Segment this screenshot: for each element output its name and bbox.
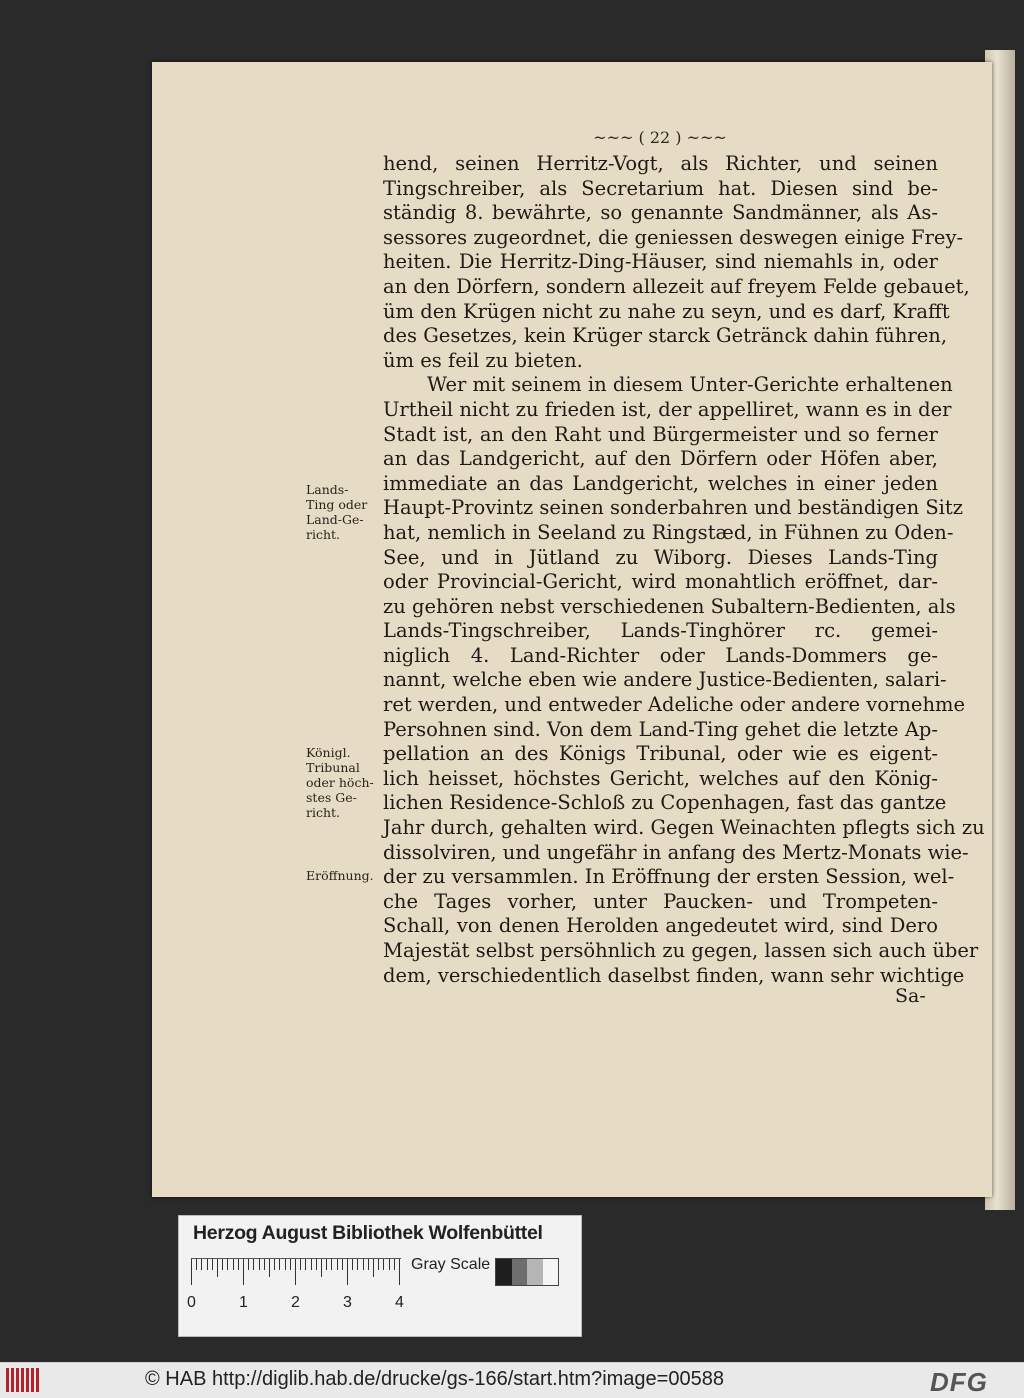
text-line: der zu versammlen. In Eröffnung der ersten Session, wel- [383, 865, 955, 889]
gray-scale-label: Gray Scale [411, 1256, 491, 1273]
text-line: Schall, von denen Herolden angedeutet wird, sind Dero [383, 914, 938, 938]
ruler-tick [264, 1259, 265, 1270]
text-line: immediate an das Landgericht, welches in einer jeden [383, 471, 938, 495]
text-line: Stadt ist, an den Raht und Bürgermeister und so ferner [383, 422, 938, 446]
margin-note-line: oder höch- [306, 775, 374, 790]
text-line: Jahr durch, gehalten wird. Gegen Weinachten pflegts sich zu [383, 816, 985, 840]
margin-note-lands-ting [306, 482, 367, 542]
ruler-tick [389, 1259, 390, 1270]
ruler-number: 4 [395, 1294, 404, 1311]
ruler-tick [227, 1259, 228, 1270]
hab-logo-icon [6, 1368, 42, 1392]
text-line: ständig 8. bewährte, so genannte Sandmänner, als As- [383, 201, 938, 225]
ruler-number: 0 [187, 1294, 196, 1311]
ruler-tick [399, 1259, 400, 1285]
text-line: üm es feil zu bieten. [383, 348, 583, 372]
ruler-tick [316, 1259, 317, 1270]
ruler-tick [305, 1259, 306, 1270]
margin-note-line: Land-Ge- [306, 512, 364, 527]
ruler-tick [207, 1259, 208, 1270]
margin-note-line: stes Ge- [306, 790, 357, 805]
ruler-tick [285, 1259, 286, 1270]
ruler-tick [290, 1259, 291, 1270]
gray-patch [496, 1259, 512, 1285]
text-line: Urtheil nicht zu frieden ist, der appelliret, wann es in der [383, 397, 952, 421]
text-line: nannt, welche eben wie andere Justice-Bedienten, salari- [383, 668, 947, 692]
margin-note-line: richt. [306, 805, 341, 820]
ruler-tick [352, 1259, 353, 1270]
ruler-tick [259, 1259, 260, 1270]
ruler-tick [357, 1259, 358, 1270]
text-line: hend, seinen Herritz-Vogt, als Richter, und seinen [383, 152, 938, 175]
ruler-tick [243, 1259, 244, 1285]
text-line: lich heisset, höchstes Gericht, welches auf den König- [383, 766, 938, 790]
margin-note-line: richt. [306, 527, 341, 542]
ornament-left: ~~~ [593, 128, 634, 147]
ruler-tick [217, 1259, 218, 1277]
ruler-tick [233, 1259, 234, 1270]
ruler-tick [326, 1259, 327, 1270]
margin-note-eroeffnung [306, 868, 374, 883]
text-line: Tingschreiber, als Secretarium hat. Diesen sind be- [383, 176, 938, 200]
gray-patch [512, 1259, 528, 1285]
ruler-tick [269, 1259, 270, 1277]
margin-note-line: Lands- [306, 482, 349, 497]
text-line: des Gesetzes, kein Krüger starck Getränck dahin führen, [383, 324, 948, 348]
text-line: dissolviren, und ungefähr in anfang des Mertz-Monats wie- [383, 840, 969, 864]
ruler-tick [342, 1259, 343, 1270]
text-line: heiten. Die Herritz-Ding-Häuser, sind niemahls in, oder [383, 250, 938, 274]
ruler-tick [253, 1259, 254, 1270]
gray-scale-bar [495, 1258, 559, 1286]
text-line: an das Landgericht, auf den Dörfern oder Höfen aber, [383, 447, 938, 471]
ruler-tick [347, 1259, 348, 1285]
ruler-tick [222, 1259, 223, 1270]
margin-note-line: Königl. [306, 745, 351, 760]
text-line: ret werden, und entweder Adeliche oder andere vornehme [383, 693, 966, 717]
ruler-tick [212, 1259, 213, 1270]
text-line: lichen Residence-Schloß zu Copenhagen, fast das gantze [383, 791, 947, 815]
ruler-tick [383, 1259, 384, 1270]
text-line: Wer mit seinem in diesem Unter-Gerichte erhaltenen [427, 373, 953, 397]
ornament-right: ~~~ [686, 128, 727, 147]
page-header [560, 128, 760, 147]
ruler-tick [295, 1259, 296, 1285]
gray-patch [543, 1259, 559, 1285]
text-line: See, und in Jütland zu Wiborg. Dieses Lands-Ting [383, 545, 938, 569]
ruler-tick [368, 1259, 369, 1270]
ruler-tick [363, 1259, 364, 1270]
ruler-tick [279, 1259, 280, 1270]
footer-bar [0, 1362, 1024, 1398]
ruler-tick [337, 1259, 338, 1270]
body-text [383, 152, 985, 988]
text-line: zu gehören nebst verschiedenen Subaltern-Bedienten, als [383, 594, 956, 618]
ruler-number: 3 [343, 1294, 352, 1311]
ruler [191, 1258, 401, 1285]
text-line: che Tages vorher, unter Paucken- und Trompeten- [383, 889, 938, 913]
ruler-tick [274, 1259, 275, 1270]
copyright-link[interactable]: © HAB http://diglib.hab.de/drucke/gs-166/start.htm?image=00588 [145, 1368, 724, 1390]
ruler-tick [394, 1259, 395, 1270]
ruler-tick [331, 1259, 332, 1270]
ruler-tick [321, 1259, 322, 1277]
page-number: ( 22 ) [638, 128, 682, 147]
ruler-tick [300, 1259, 301, 1270]
ruler-number: 1 [239, 1294, 248, 1311]
text-line: sessores zugeordnet, die geniessen deswegen einige Frey- [383, 225, 964, 249]
ruler-tick [196, 1259, 197, 1270]
text-line: an den Dörfern, sondern allezeit auf freyem Felde gebauet, [383, 274, 970, 298]
text-line: hat, nemlich in Seeland zu Ringstæd, in Fühnen zu Oden- [383, 520, 954, 544]
text-line: Majestät selbst persöhnlich zu gegen, lassen sich auch über [383, 939, 979, 962]
text-line: Haupt-Provintz seinen sonderbahren und beständigen Sitz [383, 496, 964, 520]
text-line: pellation an des Königs Tribunal, oder wie es eigent- [383, 742, 938, 766]
ruler-tick [191, 1259, 192, 1285]
text-line: Persohnen sind. Von dem Land-Ting gehet die letzte Ap- [383, 717, 938, 741]
library-title: Herzog August Bibliothek Wolfenbüttel [193, 1222, 543, 1244]
text-line: Lands-Tingschreiber, Lands-Tinghörer rc. gemei- [383, 619, 938, 643]
margin-note-line: Tribunal [306, 760, 360, 775]
catchword: Sa- [895, 985, 926, 1007]
margin-note-line: Ting oder [306, 497, 368, 512]
text-line: üm den Krügen nicht zu nahe zu seyn, und es darf, Krafft [383, 299, 950, 323]
margin-note-line: Eröffnung. [306, 868, 374, 883]
text-line: oder Provincial-Gericht, wird monahtlich eröffnet, dar- [383, 570, 938, 594]
ruler-tick [373, 1259, 374, 1277]
ruler-tick [248, 1259, 249, 1270]
ruler-tick [201, 1259, 202, 1270]
dfg-logo: DFG [930, 1367, 988, 1397]
ruler-tick [238, 1259, 239, 1270]
ruler-number: 2 [291, 1294, 300, 1311]
text-line: dem, verschiedentlich daselbst finden, wann sehr wichtige [383, 963, 965, 987]
margin-note-tribunal [306, 745, 374, 820]
ruler-tick [311, 1259, 312, 1270]
text-line: niglich 4. Land-Richter oder Lands-Dommers ge- [383, 643, 938, 667]
ruler-tick [378, 1259, 379, 1270]
gray-patch [527, 1259, 543, 1285]
color-target-card [178, 1215, 582, 1337]
